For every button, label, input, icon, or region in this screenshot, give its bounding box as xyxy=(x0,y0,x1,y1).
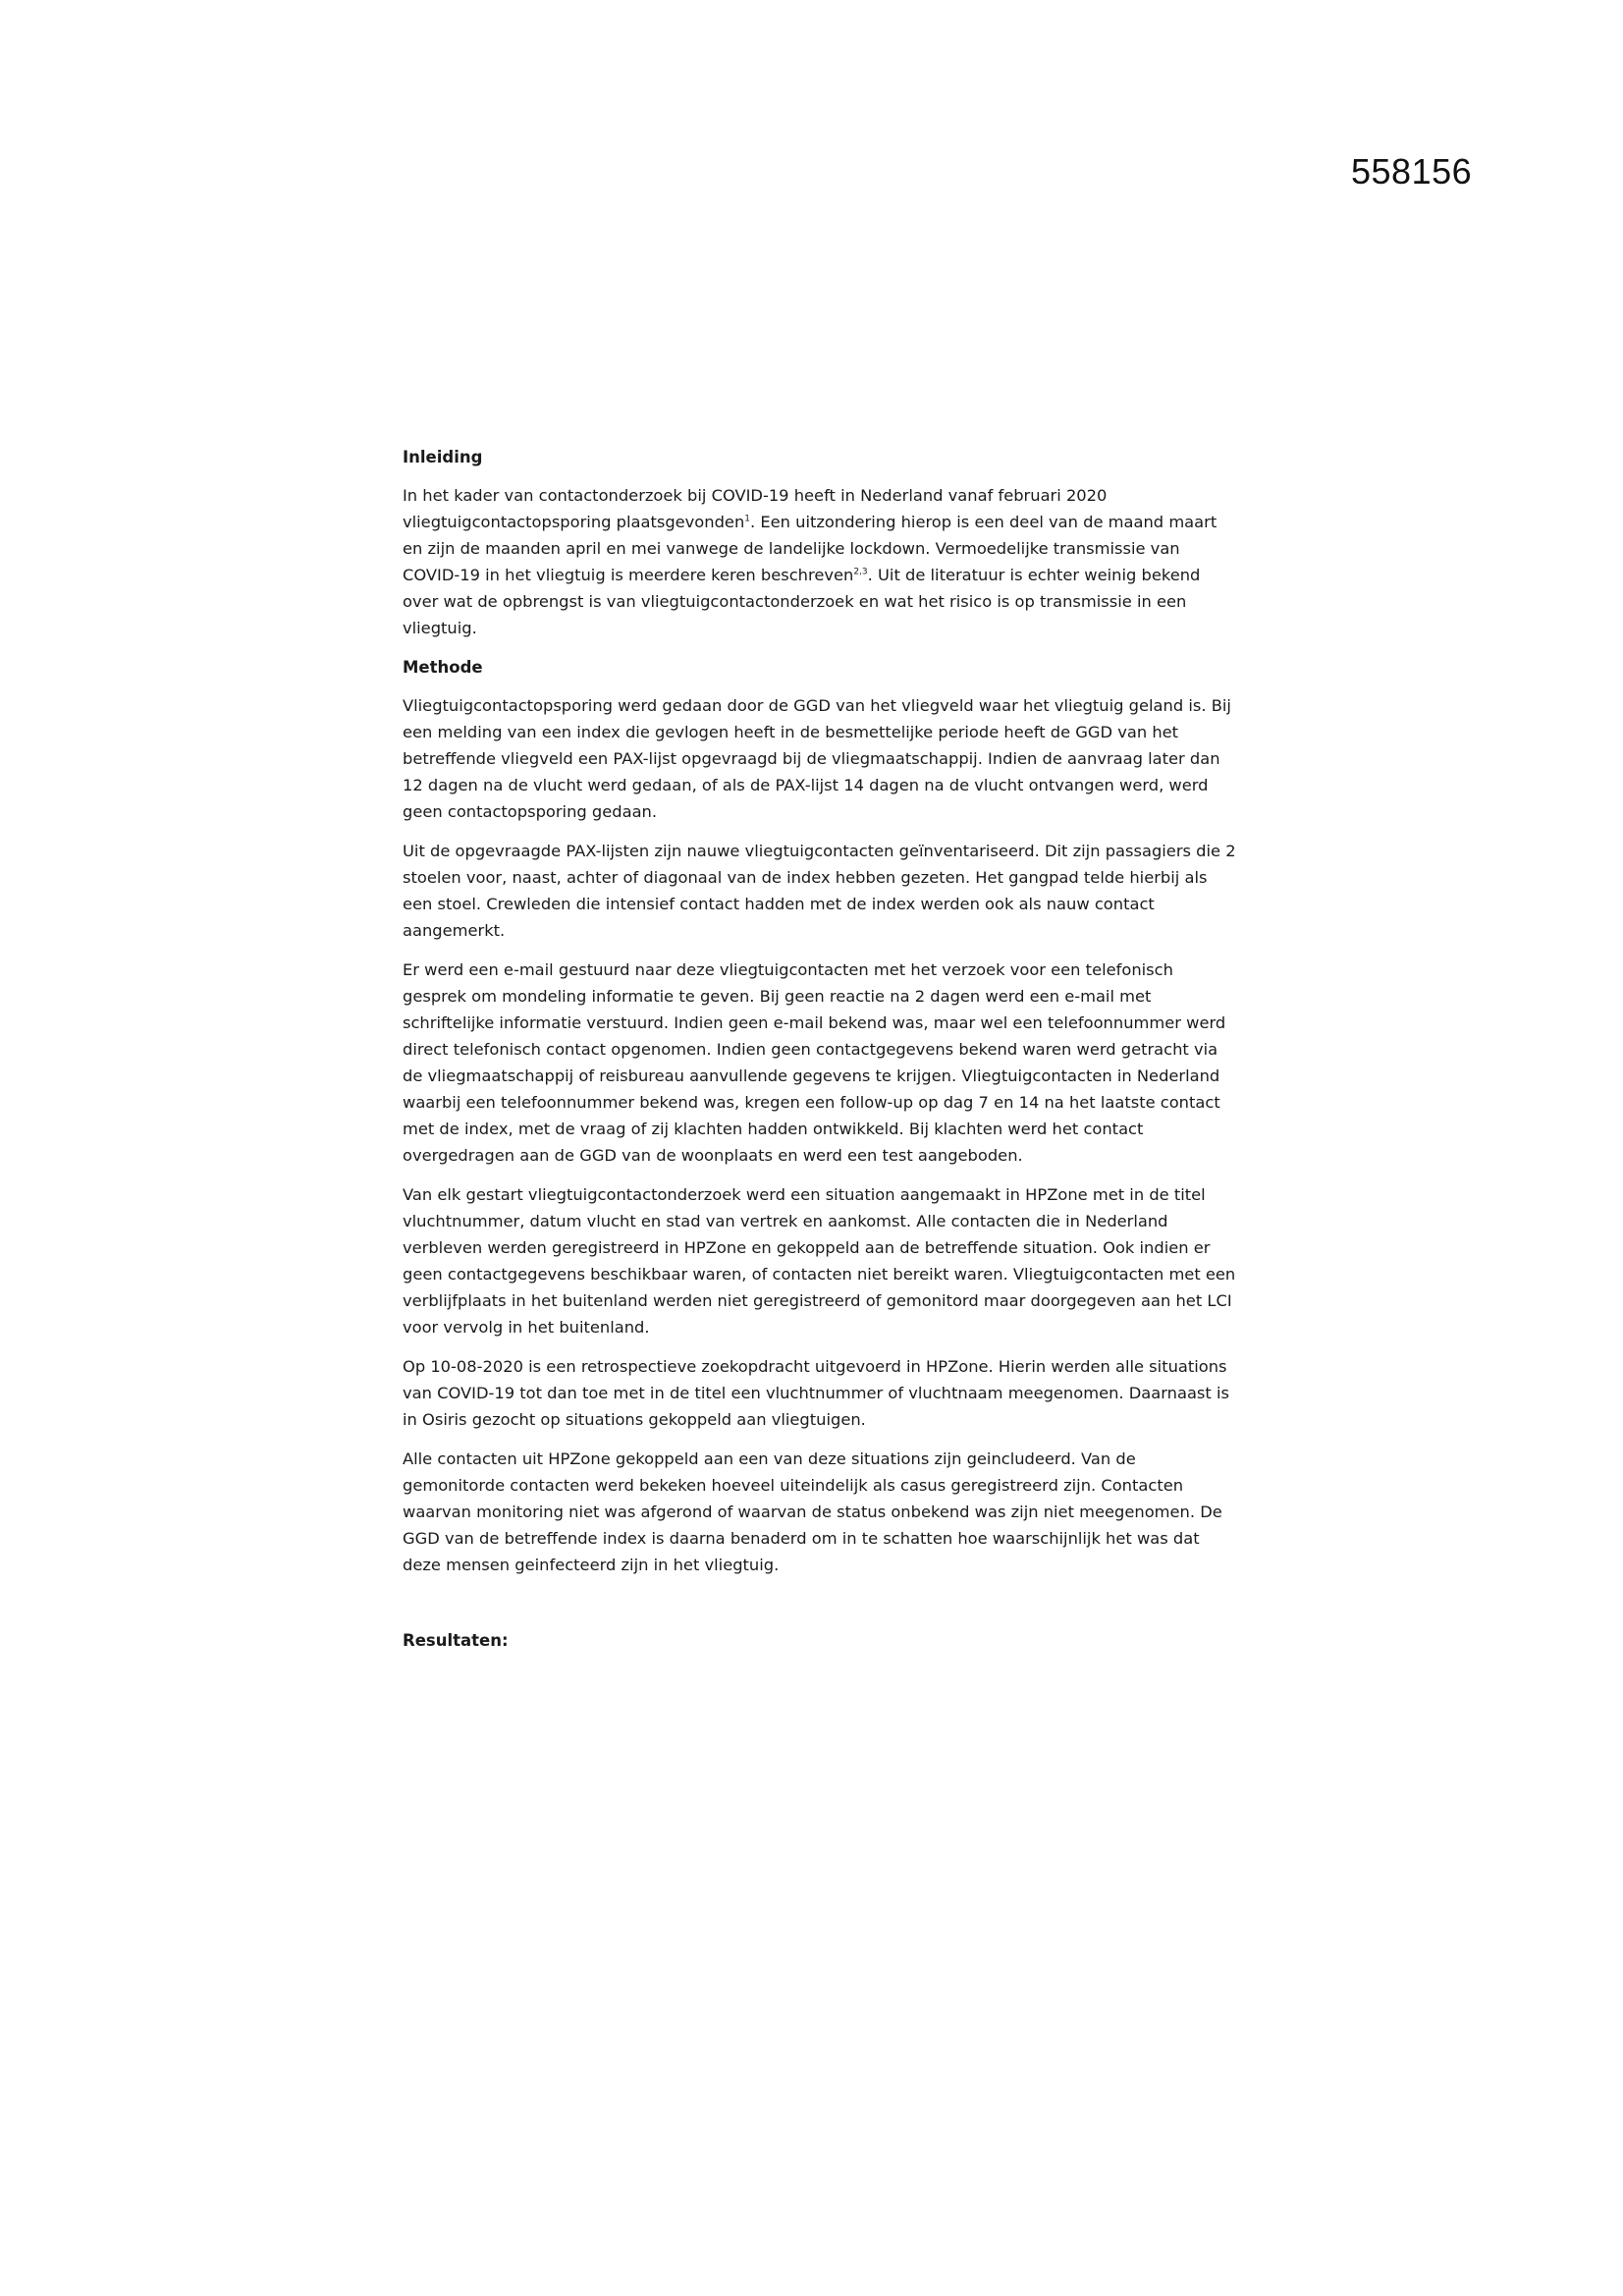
paragraph-text: . Een uitzondering hierop is een deel van de maand maart en zijn de maanden april en mei vanwege de landelijke lockdown. Vermoedelijke transmissie van COVID-19 in het vliegtuig is meerdere keren beschreven xyxy=(403,513,1217,584)
paragraph-methode-5: Op 10-08-2020 is een retrospectieve zoekopdracht uitgevoerd in HPZone. Hierin werden alle situations van COVID-19 tot dan toe met in de titel een vluchtnummer of vluchtnaam meegenomen. Daarnaast is in Osiris gezocht op situations gekoppeld aan vliegtuigen. xyxy=(403,1357,1229,1429)
paragraph-methode-4: Van elk gestart vliegtuigcontactonderzoek werd een situation aangemaakt in HPZone met in de titel vluchtnummer, datum vlucht en stad van vertrek en aankomst. Alle contacten die in Nederland verbleven werden geregistreerd in HPZone en gekoppeld aan de betreffende situation. Ook indien er geen contactgegevens beschikbaar waren, of contacten niet bereikt waren. Vliegtuigcontacten met een verblijfplaats in het buitenland werden niet geregistreerd of gemonitord maar doorgegeven aan het LCI voor vervolg in het buitenland. xyxy=(403,1185,1236,1337)
section-heading-resultaten: Resultaten: xyxy=(403,1631,509,1650)
section-heading-inleiding: Inleiding xyxy=(403,448,483,466)
paragraph-methode-1: Vliegtuigcontactopsporing werd gedaan door de GGD van het vliegveld waar het vliegtuig geland is. Bij een melding van een index die gevlogen heeft in de besmettelijke periode heeft de GGD van het betreffende vliegveld een PAX-lijst opgevraagd bij de vliegmaatschappij. Indien de aanvraag later dan 12 dagen na de vlucht werd gedaan, of als de PAX-lijst 14 dagen na de vlucht ontvangen werd, werd geen contactopsporing gedaan. xyxy=(403,696,1231,821)
document-body xyxy=(403,444,1237,1666)
paragraph-methode-6: Alle contacten uit HPZone gekoppeld aan een van deze situations zijn geincludeerd. Van de gemonitorde contacten werd bekeken hoeveel uiteindelijk als casus geregistreerd zijn. Contacten waarvan monitoring niet was afgerond of waarvan de status onbekend was zijn niet meegenomen. De GGD van de betreffende index is daarna benaderd om in te schatten hoe waarschijnlijk het was dat deze mensen geinfecteerd zijn in het vliegtuig. xyxy=(403,1449,1222,1574)
document-number: 558156 xyxy=(1351,151,1473,191)
footnote-ref: 1 xyxy=(744,514,750,524)
paragraph-text: . Uit de literatuur is echter weinig bekend over wat de opbrengst is van vliegtuigcontactonderzoek en wat het risico is op transmissie in een vliegtuig. xyxy=(403,566,1201,637)
paragraph-text: In het kader van contactonderzoek bij COVID-19 heeft in Nederland vanaf februari 2020 vliegtuigcontactopsporing plaatsgevonden xyxy=(403,486,1108,531)
paragraph-methode-3: Er werd een e-mail gestuurd naar deze vliegtuigcontacten met het verzoek voor een telefonisch gesprek om mondeling informatie te geven. Bij geen reactie na 2 dagen werd een e-mail met schriftelijke informatie verstuurd. Indien geen e-mail bekend was, maar wel een telefoonnummer werd direct telefonisch contact opgenomen. Indien geen contactgegevens bekend waren werd getracht via de vliegmaatschappij of reisbureau aanvullende gegevens te krijgen. Vliegtuigcontacten in Nederland waarbij een telefoonnummer bekend was, kregen een follow-up op dag 7 en 14 na het laatste contact met de index, met de vraag of zij klachten hadden ontwikkeld. Bij klachten werd het contact overgedragen aan de GGD van de woonplaats en werd een test aangeboden. xyxy=(403,960,1226,1165)
section-heading-methode: Methode xyxy=(403,658,483,677)
footnote-ref: 2,3 xyxy=(853,567,868,577)
paragraph-inleiding xyxy=(403,482,1237,641)
paragraph-methode-2: Uit de opgevraagde PAX-lijsten zijn nauwe vliegtuigcontacten geïnventariseerd. Dit zijn passagiers die 2 stoelen voor, naast, achter of diagonaal van de index hebben gezeten. Het gangpad telde hierbij als een stoel. Crewleden die intensief contact hadden met de index werden ook als nauw contact aangemerkt. xyxy=(403,842,1236,940)
